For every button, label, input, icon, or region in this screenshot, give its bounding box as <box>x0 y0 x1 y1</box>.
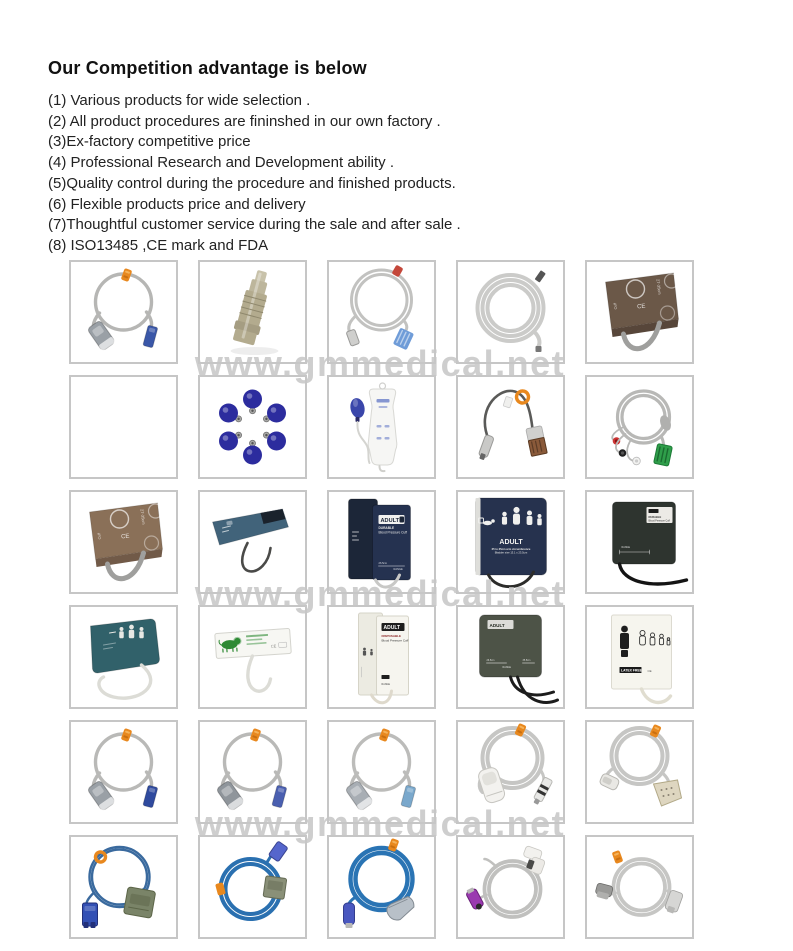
svg-text:LATEX FREE: LATEX FREE <box>621 668 642 673</box>
svg-text:ADULT: ADULT <box>383 625 401 632</box>
svg-text:DISPOSABLE: DISPOSABLE <box>381 634 402 638</box>
spo2-sensor-blue-connector-illustration <box>200 722 305 822</box>
spo2-adapter-cable-illustration <box>458 377 563 477</box>
product-image-spo2-sensor-lightblue-connector <box>327 720 436 824</box>
product-image-nibp-cuff-white-family-icons <box>585 605 694 709</box>
product-image-spo2-finger-sensor-gray-blue <box>69 260 178 364</box>
product-image-metal-nibp-connector <box>198 260 307 364</box>
product-image-spo2-sensor-dsub-connector <box>585 720 694 824</box>
product-image-adult-nibp-cuff-dark-brown <box>585 260 694 364</box>
svg-text:25 to 35cm arm circumference: 25 to 35cm arm circumference <box>491 548 531 551</box>
spo2-sensor-purple-connector-illustration <box>458 837 563 937</box>
svg-text:CE: CE <box>270 643 277 649</box>
advantage-item: (1) Various products for wide selection . <box>48 92 311 109</box>
svg-text:RANGE: RANGE <box>393 568 403 571</box>
pressure-infusion-bag-illustration <box>329 377 434 477</box>
product-image-durable-cuff-pair-navy <box>327 490 436 594</box>
ecg-limb-clamp-electrodes-illustration <box>71 377 176 477</box>
adult-cuff-family-icons-navy-illustration <box>458 492 563 592</box>
product-image-nibp-cuff-teal-icons <box>69 605 178 709</box>
disposable-adult-cuff-white-illustration <box>329 607 434 707</box>
product-image-disposable-adult-cuff-white <box>327 605 436 709</box>
svg-text:Blood Pressure Cuff: Blood Pressure Cuff <box>381 638 409 643</box>
spo2-sensor-blue-coil-square-illustration <box>200 837 305 937</box>
spo2-extension-cable-illustration <box>329 262 434 362</box>
spo2-wrap-sensor-blue-cable-illustration <box>71 837 176 937</box>
advantage-item: (2) All product procedures are fininshed in our own factory . <box>48 112 441 130</box>
nibp-cuff-white-family-icons-illustration <box>587 607 692 707</box>
product-image-spo2-sensor-blue-coil-square <box>198 835 307 939</box>
adult-nibp-cuff-dark-brown-illustration <box>587 262 692 362</box>
svg-text:Cuff: Cuff <box>97 532 102 540</box>
spo2-sensor-blue-coil-clip-illustration <box>329 837 434 937</box>
advantages-section <box>48 58 758 257</box>
product-image-nibp-cuff-dark-green <box>585 490 694 594</box>
spo2-sensor-dsub-connector-illustration <box>587 722 692 822</box>
product-image-nibp-cuff-two-tubes <box>456 605 565 709</box>
svg-text:ADULT: ADULT <box>489 622 505 628</box>
svg-text:CE: CE <box>636 303 646 311</box>
svg-text:DURABLE: DURABLE <box>378 526 395 530</box>
advantage-item: (4) Professional Research and Development ability . <box>48 154 395 172</box>
product-image-spo2-sensor-purple-connector <box>456 835 565 939</box>
advantage-item: (8) ISO13485 ,CE mark and FDA <box>48 236 269 254</box>
product-image-ecg-limb-clamp-electrodes <box>69 375 178 479</box>
svg-text:RANGE: RANGE <box>381 683 391 686</box>
durable-cuff-pair-navy-illustration <box>329 492 434 592</box>
nibp-cuff-two-tubes-illustration <box>458 607 563 707</box>
svg-text:CE: CE <box>647 669 652 673</box>
product-image-spo2-wrap-sensor-blue-cable <box>69 835 178 939</box>
spo2-sensor-gray-coil-illustration <box>587 837 692 937</box>
product-image-ecg-suction-ball-electrodes <box>198 375 307 479</box>
product-image-spo2-sensor-gray-coil <box>585 835 694 939</box>
nibp-air-hose-coiled-illustration <box>458 262 563 362</box>
product-image-spo2-sensor-navy-connector <box>69 720 178 824</box>
svg-text:27-35cm: 27-35cm <box>655 278 663 295</box>
svg-text:35.5cm: 35.5cm <box>522 659 531 662</box>
page-title: Our Competition advantage is below <box>48 58 367 78</box>
spo2-sensor-round-connector-illustration <box>458 722 563 822</box>
watermark-text: www.gmmedical.net <box>194 803 566 844</box>
advantage-item: (6) Flexible products price and delivery <box>48 195 306 213</box>
svg-text:RANGE: RANGE <box>502 666 512 669</box>
product-image-nibp-cuff-slate-blue <box>198 490 307 594</box>
product-image-pressure-infusion-bag <box>327 375 436 479</box>
product-image-spo2-sensor-blue-coil-clip <box>327 835 436 939</box>
product-image-adult-nibp-cuff-brown <box>69 490 178 594</box>
spo2-sensor-navy-connector-illustration <box>71 722 176 822</box>
neonate-disposable-cuff-lion-illustration <box>200 607 305 707</box>
svg-text:RANGE: RANGE <box>621 546 631 549</box>
svg-text:Bladder size 13.1 x 23.5cm: Bladder size 13.1 x 23.5cm <box>494 551 528 555</box>
svg-text:DURABLE: DURABLE <box>648 516 662 519</box>
product-image-spo2-sensor-blue-connector <box>198 720 307 824</box>
watermark-text: www.gmmedical.net <box>194 573 566 614</box>
svg-text:27-35cm: 27-35cm <box>139 508 147 525</box>
spo2-finger-sensor-gray-blue-illustration <box>71 262 176 362</box>
product-image-spo2-adapter-cable <box>456 375 565 479</box>
product-image-neonate-disposable-cuff-lion <box>198 605 307 709</box>
svg-text:26.5cm: 26.5cm <box>378 562 388 565</box>
watermark-text: www.gmmedical.net <box>194 343 566 384</box>
product-grid <box>69 260 694 939</box>
ecg-trunk-cable-green-connector-illustration <box>587 377 692 477</box>
advantage-item: (3)Ex-factory competitive price <box>48 133 251 151</box>
product-image-ecg-trunk-cable-green-connector <box>585 375 694 479</box>
advantage-item: (5)Quality control during the procedure and finished products. <box>48 174 456 192</box>
svg-text:ADULT: ADULT <box>380 518 400 524</box>
svg-text:ADULT: ADULT <box>499 539 523 546</box>
svg-text:26.5cm: 26.5cm <box>486 659 495 662</box>
nibp-cuff-slate-blue-illustration <box>200 492 305 592</box>
adult-nibp-cuff-brown-illustration <box>71 492 176 592</box>
product-image-nibp-air-hose-coiled <box>456 260 565 364</box>
ecg-suction-ball-electrodes-illustration <box>200 377 305 477</box>
metal-nibp-connector-illustration <box>200 262 305 362</box>
svg-text:Blood Pressure Cuff: Blood Pressure Cuff <box>648 519 670 523</box>
spo2-sensor-lightblue-connector-illustration <box>329 722 434 822</box>
product-image-spo2-sensor-round-connector <box>456 720 565 824</box>
product-image-spo2-extension-cable <box>327 260 436 364</box>
svg-text:CE: CE <box>120 533 130 541</box>
product-image-adult-cuff-family-icons-navy <box>456 490 565 594</box>
nibp-cuff-teal-icons-illustration <box>71 607 176 707</box>
advantage-item: (7)Thoughtful customer service during the sale and after sale . <box>48 216 461 234</box>
nibp-cuff-dark-green-illustration <box>587 492 692 592</box>
svg-text:Cuff: Cuff <box>613 302 618 310</box>
svg-text:Blood Pressure Cuff: Blood Pressure Cuff <box>378 530 407 535</box>
advantages-list <box>48 91 758 257</box>
